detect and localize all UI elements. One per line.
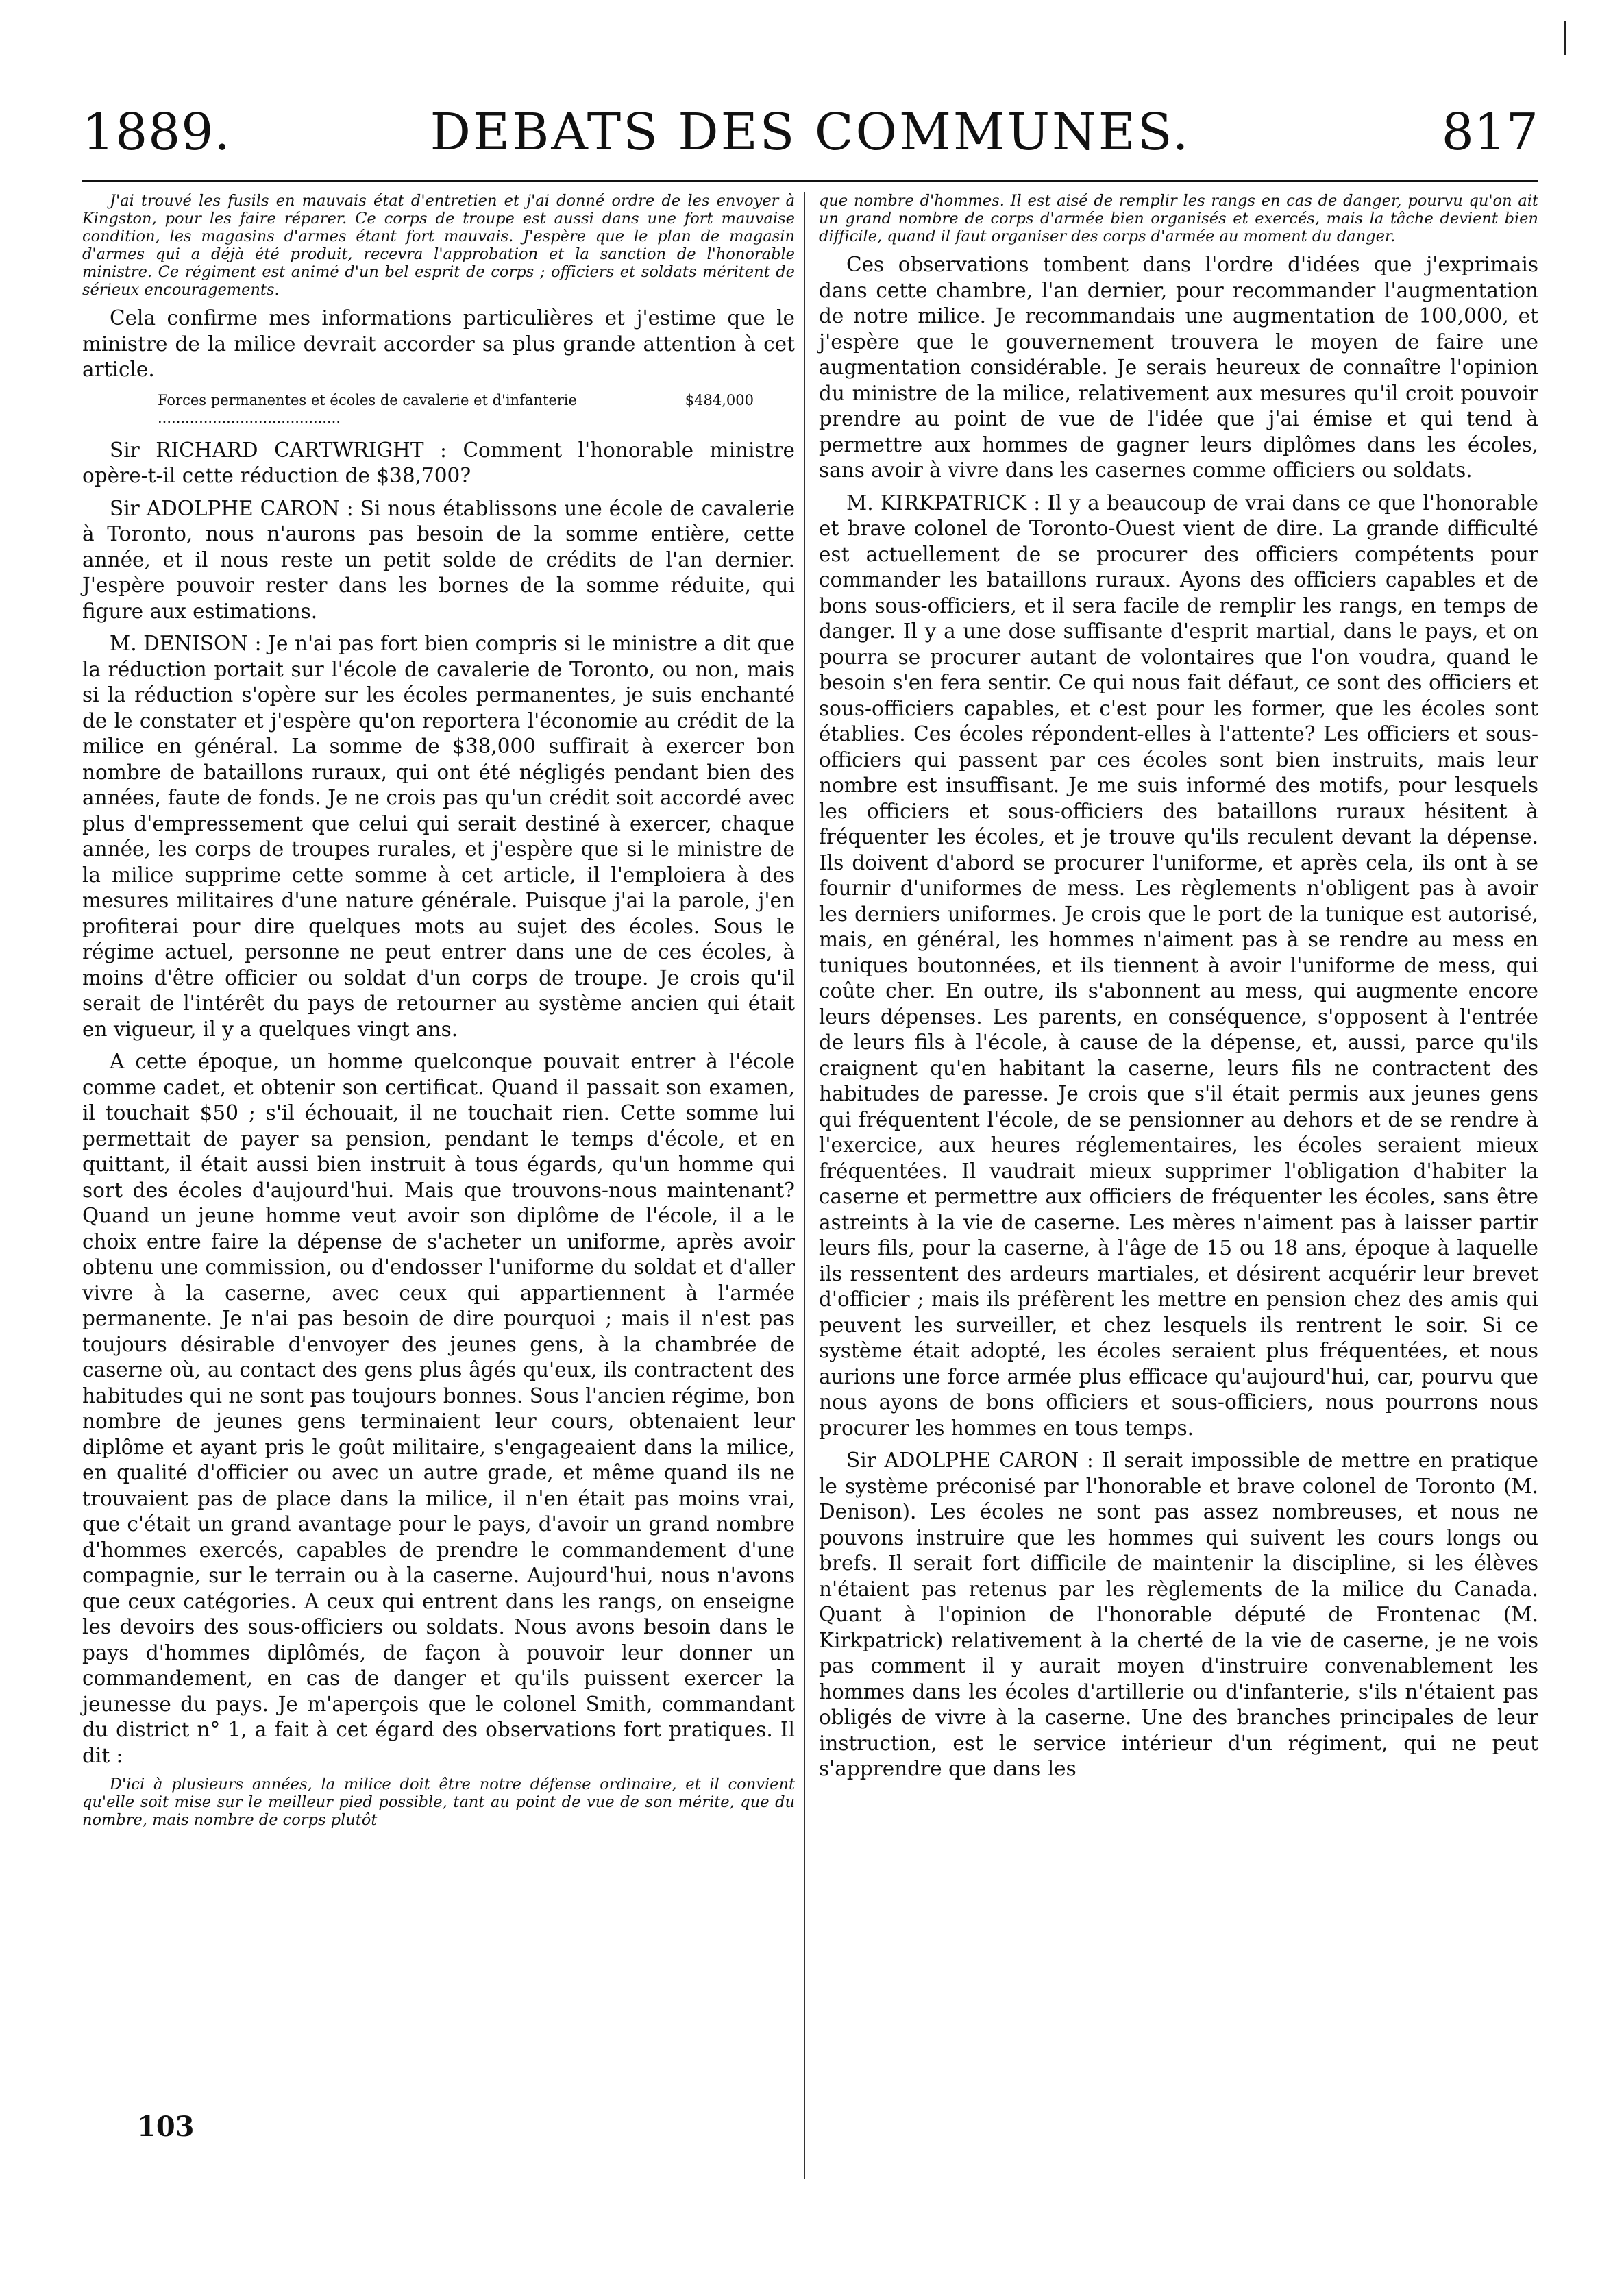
paragraph: Ces observations tombent dans l'ordre d'idées que j'exprimais dans cette chambre, l'an dernier, pour recommander l'augmentation de notre milice. Je recommandais une augmentation de 100,000, et j'espère que le gouvernement trouvera le moyen de faire une augmentation considérable. Je serais heureux de connaître l'opinion du ministre de la milice, relativement aux mesures qu'il croit pouvoir prendre au point de vue de l'idée que j'ai émise et qui tend à permettre aux hommes de gagner leurs diplômes dans les écoles, sans avoir à vivre dans les casernes comme officiers ou soldats. [819,253,1538,482]
header-title: DEBATS DES COMMUNES. [430,103,1191,162]
margin-mark [1564,21,1566,55]
speech-caron-reply: Sir ADOLPHE CARON : Il serait impossible de mettre en pratique le système préconisé par l'honorable et brave colonel de Toronto (M. Denison). Les écoles ne sont pas assez nombreuses, et nous ne pouvons instruire que les hommes qui suivent les cours longs ou brefs. Il serait fort difficile de maintenir la discipline, si les élèves n'étaient pas retenus par les règlements de la milice du Canada. Quant à l'opinion de l'honorable député de Frontenac (M. Kirkpatrick) relativement à la cherté de la vie de caserne, je ne vois pas comment il y aurait moyen d'instruire convenablement les hommes dans les écoles d'artillerie ou d'infanterie, s'ils n'étaient pas obligés de vivre à la caserne. Une des branches principales de leur instruction, est le service intérieur d'un régiment, qui ne peut s'apprendre que dans les [819,1449,1538,1780]
estimate-line [158,391,795,427]
quoted-smith: D'ici à plusieurs années, la milice doit être notre défense ordinaire, et il convient qu'elle soit mise sur le meilleur pied possible, tant au point de vue de son mérite, que du nombre, mais nombre de corps plutôt [82,1775,795,1829]
column-divider [804,192,805,2179]
paragraph: Cela confirme mes informations particulières et j'estime que le ministre de la milice devrait accorder sa plus grande attention à cet article. [82,306,795,381]
quoted-report: J'ai trouvé les fusils en mauvais état d'entretien et j'ai donné ordre de les envoyer à Kingston, pour les faire réparer. Ce corps de troupe est aussi dans une fort mauvaise condition, les magasins d'armes étant fort mauvais. J'espère que le plan de magasin d'armes qui a déjà été produit, recevra l'approbation et la sanction de l'honorable ministre. Ce régiment est animé d'un bel esprit de corps ; officiers et soldats méritent de sérieux encouragements. [82,192,795,299]
left-column [82,192,795,1836]
estimate-amount: $484,000 [685,391,754,408]
speech-caron: Sir ADOLPHE CARON : Si nous établissons une école de cavalerie à Toronto, nous n'aurons pas besoin de la somme entière, cette année, et il nous reste un petit solde de crédits de l'an dernier. J'espère pouvoir rester dans les bornes de la somme réduite, qui figure aux estimations. [82,496,795,623]
header-rule [82,180,1538,182]
paragraph: A cette époque, un homme quelconque pouvait entrer à l'école comme cadet, et obtenir son certificat. Quand il passait son examen, il touchait $50 ; s'il échouait, il ne touchait rien. Cette somme lui permettait de payer sa pension, pendant le temps d'école, et en quittant, il était aussi bien instruit à tous égards, qu'un homme qui sort des écoles d'aujourd'hui. Mais que trouvons-nous maintenant? Quand un jeune homme veut avoir son diplôme de l'école, il a le choix entre faire la dépense de s'acheter un uniforme, après avoir obtenu une commission, ou d'endosser l'uniforme du soldat et d'aller vivre à la caserne, avec ceux qui appartiennent à l'armée permanente. Je n'ai pas besoin de dire pourquoi ; mais il n'est pas toujours désirable d'envoyer des jeunes gens, à la chambrée de caserne où, au contact des gens plus âgés qu'eux, ils contractent des habitudes qui ne sont pas toujours bonnes. Sous l'ancien régime, bon nombre de jeunes gens terminaient leur cours, obtenaient leur diplôme et ayant pris le goût militaire, s'engageaient dans la milice, en qualité d'officier ou avec un autre grade, et même quand ils ne trouvaient pas de place dans la milice, il n'en était pas moins vrai, que c'était un grand avantage pour le pays, d'avoir un grand nombre d'hommes exercés, capables de prendre le commandement d'une compagnie, sur le terrain ou à la caserne. Aujourd'hui, nous n'avons que ceux catégories. A ceux qui entrent dans les rangs, on enseigne les devoirs des sous-officiers ou soldats. Nous avons besoin dans le pays d'hommes diplômés, de façon à pouvoir leur donner un commandement, en cas de danger et qu'ils puissent exercer la jeunesse du pays. Je m'aperçois que le colonel Smith, commandant du district n° 1, a fait à cet égard des observations fort pratiques. Il dit : [82,1050,795,1767]
speech-cartwright: Sir RICHARD CARTWRIGHT : Comment l'honorable ministre opère-t-il cette réduction de $38,700? [82,438,795,487]
speech-denison: M. DENISON : Je n'ai pas fort bien compris si le ministre a dit que la réduction portait sur l'école de cavalerie de Toronto, ou non, mais si la réduction s'opère sur les écoles permanentes, je suis enchanté de le constater et j'espère qu'on reportera l'économie au crédit de la milice en général. La somme de $38,000 suffirait à exercer bon nombre de bataillons ruraux, qui ont été négligés pendant bien des années, faute de fonds. Je ne crois pas qu'un crédit soit accordé avec plus d'empressement que celui qui serait destiné à exercer, chaque année, les corps de troupes rurales, et j'espère que si le ministre de la milice supprime cette somme à cet article, il l'emploiera à des mesures militaires d'une nature générale. Puisque j'ai la parole, j'en profiterai pour dire quelques mots au sujet des écoles. Sous le régime actuel, personne ne peut entrer dans une de ces écoles, à moins d'être officier ou soldat d'un corps de troupe. Je crois qu'il serait de l'intérêt du pays de retourner au système ancien qui était en vigueur, il y a quelques vingt ans. [82,632,795,1041]
right-column [819,192,1538,1789]
estimate-label: Forces permanentes et écoles de cavalerie et d'infanterie ........................................ [158,391,577,426]
header-year: 1889. [82,103,231,162]
header-page-number: 817 [1441,103,1538,162]
page-header [82,103,1538,171]
speech-kirkpatrick: M. KIRKPATRICK : Il y a beaucoup de vrai dans ce que l'honorable et brave colonel de Toronto-Ouest vient de dire. La grande difficulté est actuellement de se procurer des officiers compétents pour commander les bataillons ruraux. Ayons des officiers capables et de bons sous-officiers, et il sera facile de remplir les rangs, en temps de danger. Il y a une dose suffisante d'esprit martial, dans le pays, et on pourra se procurer autant de volontaires que l'on voudra, quand le besoin s'en fera sentir. Ce qui nous fait défaut, ce sont des officiers et sous-officiers capables, et c'est pour les former, que les écoles sont établies. Ces écoles répondent-elles à l'attente? Les officiers et sous-officiers qui passent par ces écoles sont bien instruits, mais leur nombre est insuffisant. Je me suis informé des motifs, pour lesquels les officiers et sous-officiers des bataillons ruraux hésitent à fréquenter les écoles, et je trouve qu'ils reculent devant la dépense. Ils doivent d'abord se procurer l'uniforme, et après cela, ils ont à se fournir d'uniformes de mess. Les règlements n'obligent pas à avoir les derniers uniformes. Je crois que le port de la tunique est autorisé, mais, en général, les hommes n'aiment pas à se rendre au mess en tuniques boutonnées, et ils tiennent à avoir l'uniforme de mess, qui coûte cher. En outre, ils s'abonnent au mess, qui augmente encore leurs dépenses. Les parents, en conséquence, s'opposent à l'entrée de leurs fils à l'école, à cause de la dépense, et, aussi, parce qu'ils craignent qu'en habitant la caserne, leurs fils ne contractent des habitudes de paresse. Je crois que s'il était permis aux jeunes gens qui fréquentent l'école, de se pensionner au dehors et de se rendre à l'exercice, aux heures réglementaires, les écoles seraient mieux fréquentées. Il vaudrait mieux supprimer l'obligation d'habiter la caserne et permettre aux officiers de fréquenter les écoles, sans être astreints à la vie de caserne. Les mères n'aiment pas à laisser partir leurs fils, pour la caserne, à l'âge de 15 ou 18 ans, époque à laquelle ils ressentent des ardeurs martiales, et désirent acquérir leur brevet d'officier ; mais ils préfèrent les mettre en pension chez des amis qui peuvent les surveiller, et chez lesquels ils rentrent le soir. Si ce système était adopté, les écoles seraient plus fréquentées, et nous aurions une force armée plus efficace qu'aujourd'hui, car, pourvu que nous ayons de bons officiers et sous-officiers, nous pourrons nous procurer les hommes en tous temps. [819,491,1538,1440]
signature-mark: 103 [137,2111,195,2143]
quoted-smith-continued: que nombre d'hommes. Il est aisé de remplir les rangs en cas de danger, pourvu qu'on ait un grand nombre de corps d'armée bien organisés et exercés, mais la tâche devient bien difficile, quand il faut organiser des corps d'armée au moment du danger. [819,192,1538,245]
